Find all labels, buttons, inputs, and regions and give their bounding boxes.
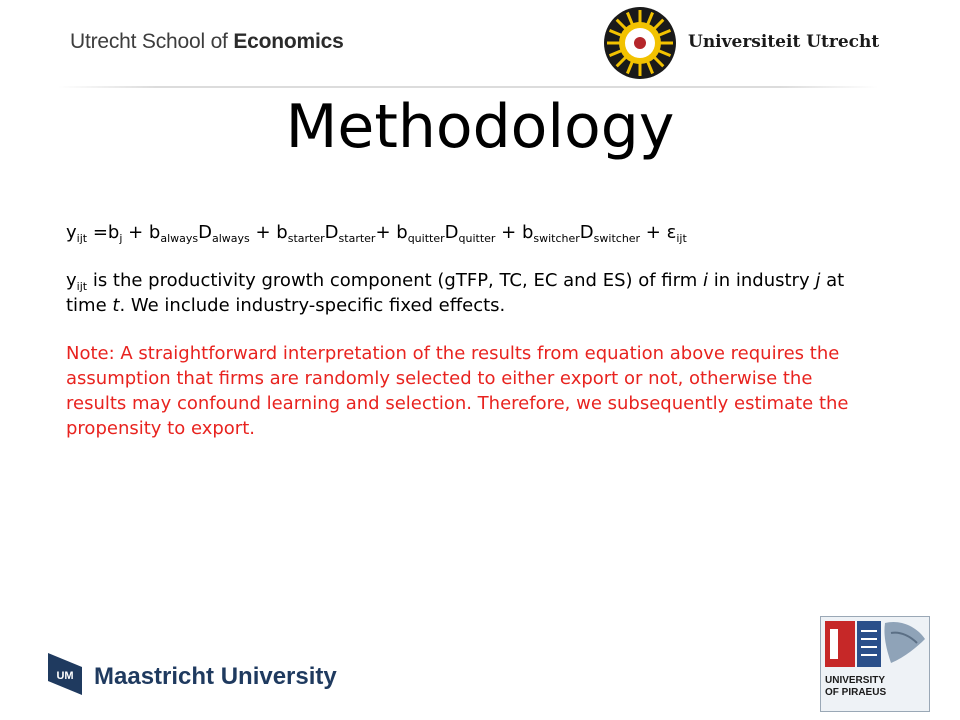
universiteit-utrecht-wordmark: Universiteit Utrecht <box>688 32 880 52</box>
university-of-piraeus-wordmark: UNIVERSITY OF PIRAEUS <box>825 675 887 698</box>
mu-mark-text: UM <box>56 670 74 682</box>
slide-header <box>0 0 960 92</box>
variable-definition-paragraph: $y_{ijt}$ is the productivity growth component (gTFP, TC, EC and ES) of firm i in industry j at time t. We include industry-specific fixed effects. <box>66 270 845 316</box>
note-paragraph: Note: A straightforward interpretation of the results from equation above requires the assumption that firms are randomly selected to either export or not, otherwise the results may confound learning and selection. Therefore, we subsequently estimate the propensity to export. <box>66 343 849 439</box>
universiteit-utrecht-sun-seal-icon <box>603 6 677 80</box>
piraeus-crest-icon <box>821 617 929 673</box>
maastricht-university-logo <box>48 653 348 699</box>
slide-body <box>66 220 856 441</box>
university-of-piraeus-logo <box>820 616 930 712</box>
utrecht-school-of-economics-logo: Utrecht School of Economics <box>70 30 344 53</box>
maastricht-university-wordmark: Maastricht University <box>94 663 337 690</box>
maastricht-university-mark-icon <box>48 653 82 695</box>
slide-title: Methodology <box>285 92 675 162</box>
regression-equation: $y_{ijt} =b_j + b_{always}D_{always} + b_{starter}D_{starter}+ b_{quitter}D_{quitter} + b_{switcher}D_{switcher} + \varepsilon_{ijt}$ <box>66 222 687 245</box>
